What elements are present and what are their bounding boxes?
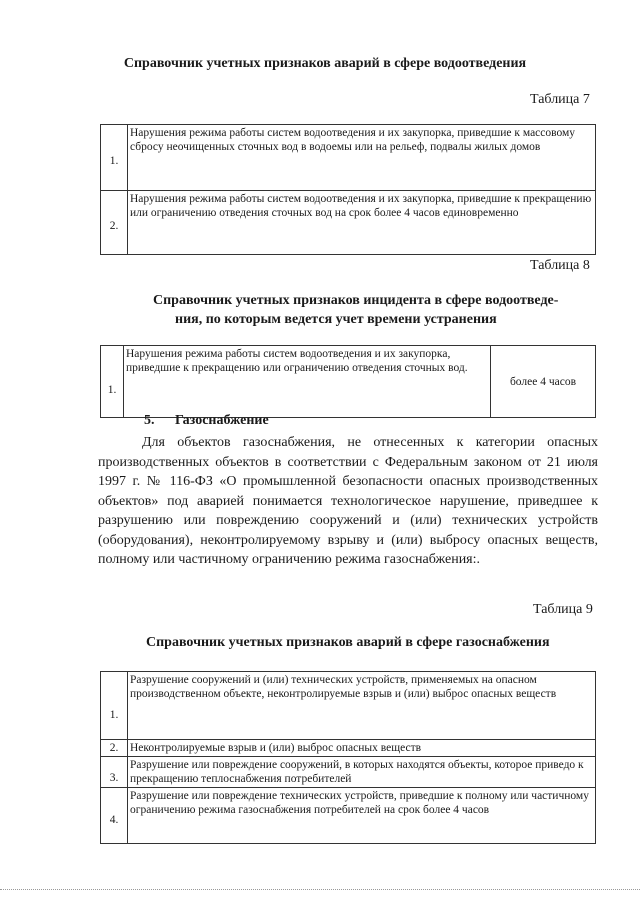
table7-label: Таблица 7: [530, 92, 590, 107]
section-number: 5.: [144, 413, 155, 428]
table-row: [101, 191, 596, 255]
table-row: [101, 346, 596, 418]
table-row: [101, 740, 596, 757]
row-text: Разрушение или повреждение сооружений, в которых находятся объекты, которое приведо к прекращению теплоснабжения потребителей: [128, 757, 596, 788]
table-row: [101, 125, 596, 191]
table8-label: Таблица 8: [530, 258, 590, 273]
table-row: [101, 788, 596, 844]
section-paragraph: Для объектов газоснабжения, не отнесенных к категории опасных производственных объектов в соответствии с Федеральным законом от 21 июля 1997 г. № 116-ФЗ «О промышленной безопасности опасных производственных объектов» под аварией понимается технологическое нарушение, приведшее к разрушению или повреждению сооружений и (или) технических устройств (оборудования), неконтролируемому взрыву и (или) выбросу опасных веществ, полному или частичному ограничению режима газоснабжения:.: [98, 435, 598, 567]
row-value: более 4 часов: [491, 346, 596, 418]
row-number: 4.: [101, 788, 128, 844]
table8: [100, 345, 596, 418]
row-number: 2.: [101, 740, 128, 757]
section-title: Газоснабжение: [175, 413, 269, 428]
table9-label: Таблица 9: [533, 602, 593, 617]
row-number: 1.: [101, 125, 128, 191]
table7: [100, 124, 596, 255]
row-number: 1.: [101, 346, 124, 418]
row-text: Нарушения режима работы систем водоотведения и их закупорка, приведшие к массовому сбросу неочищенных сточных вод в водоемы или на рельеф, подвалы жилых домов: [128, 125, 596, 191]
table7-title: Справочник учетных признаков аварий в сфере водоотведения: [123, 56, 527, 71]
row-text: Разрушение сооружений и (или) технических устройств, применяемых на опасном производственном объекте, неконтролируемые взрыв и (или) выброс опасных веществ: [128, 672, 596, 740]
table9-title: Справочник учетных признаков аварий в сфере газоснабжения: [146, 635, 550, 650]
row-number: 3.: [101, 757, 128, 788]
row-text: Неконтролируемые взрыв и (или) выброс опасных веществ: [128, 740, 596, 757]
table8-title-line1: Справочник учетных признаков инцидента в сфере водоотведе-: [153, 293, 559, 308]
table9: [100, 671, 596, 844]
table8-title-line2: ния, по которым ведется учет времени устранения: [175, 312, 497, 327]
row-number: 2.: [101, 191, 128, 255]
table-row: [101, 672, 596, 740]
table-row: [101, 757, 596, 788]
row-text: Нарушения режима работы систем водоотведения и их закупорка, приведшие к прекращению или ограничению отведения сточных вод.: [124, 346, 491, 418]
row-number: 1.: [101, 672, 128, 740]
row-text: Нарушения режима работы систем водоотведения и их закупорка, приведшие к прекращению или ограничению отведения сточных вод на срок более 4 часов единовременно: [128, 191, 596, 255]
row-text: Разрушение или повреждение технических устройств, приведшие к полному или частичному ограничению режима газоснабжения потребителей на срок более 4 часов: [128, 788, 596, 844]
scan-edge-divider: [0, 889, 640, 890]
